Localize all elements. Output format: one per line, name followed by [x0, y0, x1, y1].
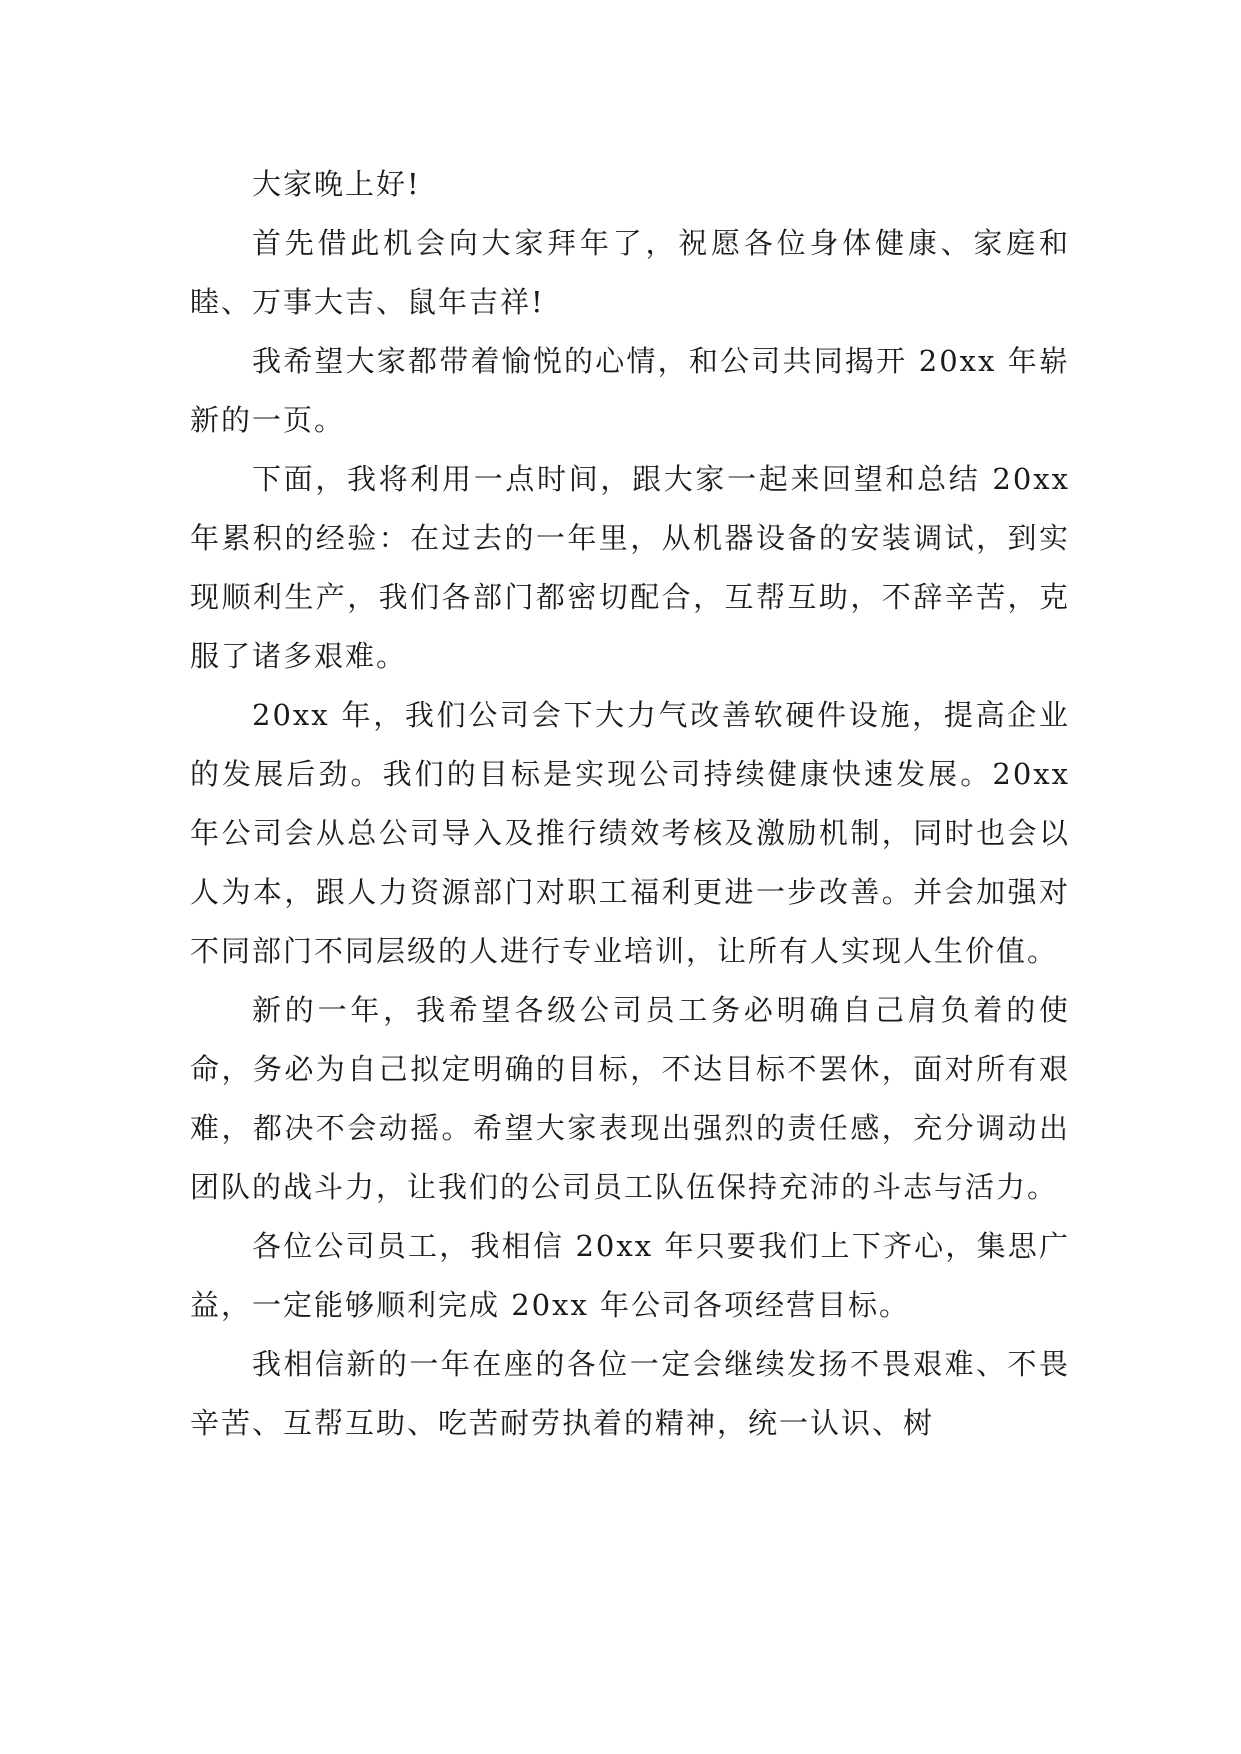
- paragraph-greeting: 大家晚上好!: [252, 167, 421, 201]
- paragraph-new-page: 我希望大家都带着愉悦的心情，和公司共同揭开 20xx 年崭新的一页。: [190, 344, 1070, 437]
- document-body: [190, 155, 1070, 1453]
- paragraph-confidence: 各位公司员工，我相信 20xx 年只要我们上下齐心，集思广益，一定能够顺利完成 20xx 年公司各项经营目标。: [190, 1229, 1070, 1322]
- paragraph-mission: 新的一年，我希望各级公司员工务必明确自己肩负着的使命，务必为自己拟定明确的目标，不达目标不罢休，面对所有艰难，都决不会动摇。希望大家表现出强烈的责任感，充分调动出团队的战斗力，让我们的公司员工队伍保持充沛的斗志与活力。: [190, 993, 1070, 1204]
- paragraph-plans: 20xx 年，我们公司会下大力气改善软硬件设施，提高企业的发展后劲。我们的目标是实现公司持续健康快速发展。20xx 年公司会从总公司导入及推行绩效考核及激励机制，同时也会以人为本，跟人力资源部门对职工福利更进一步改善。并会加强对不同部门不同层级的人进行专业培训，让所有人实现人生价值。: [190, 698, 1070, 968]
- paragraph-review: 下面，我将利用一点时间，跟大家一起来回望和总结 20xx 年累积的经验：在过去的一年里，从机器设备的安装调试，到实现顺利生产，我们各部门都密切配合，互帮互助，不辞辛苦，克服了诸多艰难。: [190, 462, 1070, 673]
- paragraph-spirit: 我相信新的一年在座的各位一定会继续发扬不畏艰难、不畏辛苦、互帮互助、吃苦耐劳执着的精神，统一认识、树: [190, 1347, 1070, 1440]
- paragraph-new-year-wishes: 首先借此机会向大家拜年了，祝愿各位身体健康、家庭和睦、万事大吉、鼠年吉祥!: [190, 226, 1070, 319]
